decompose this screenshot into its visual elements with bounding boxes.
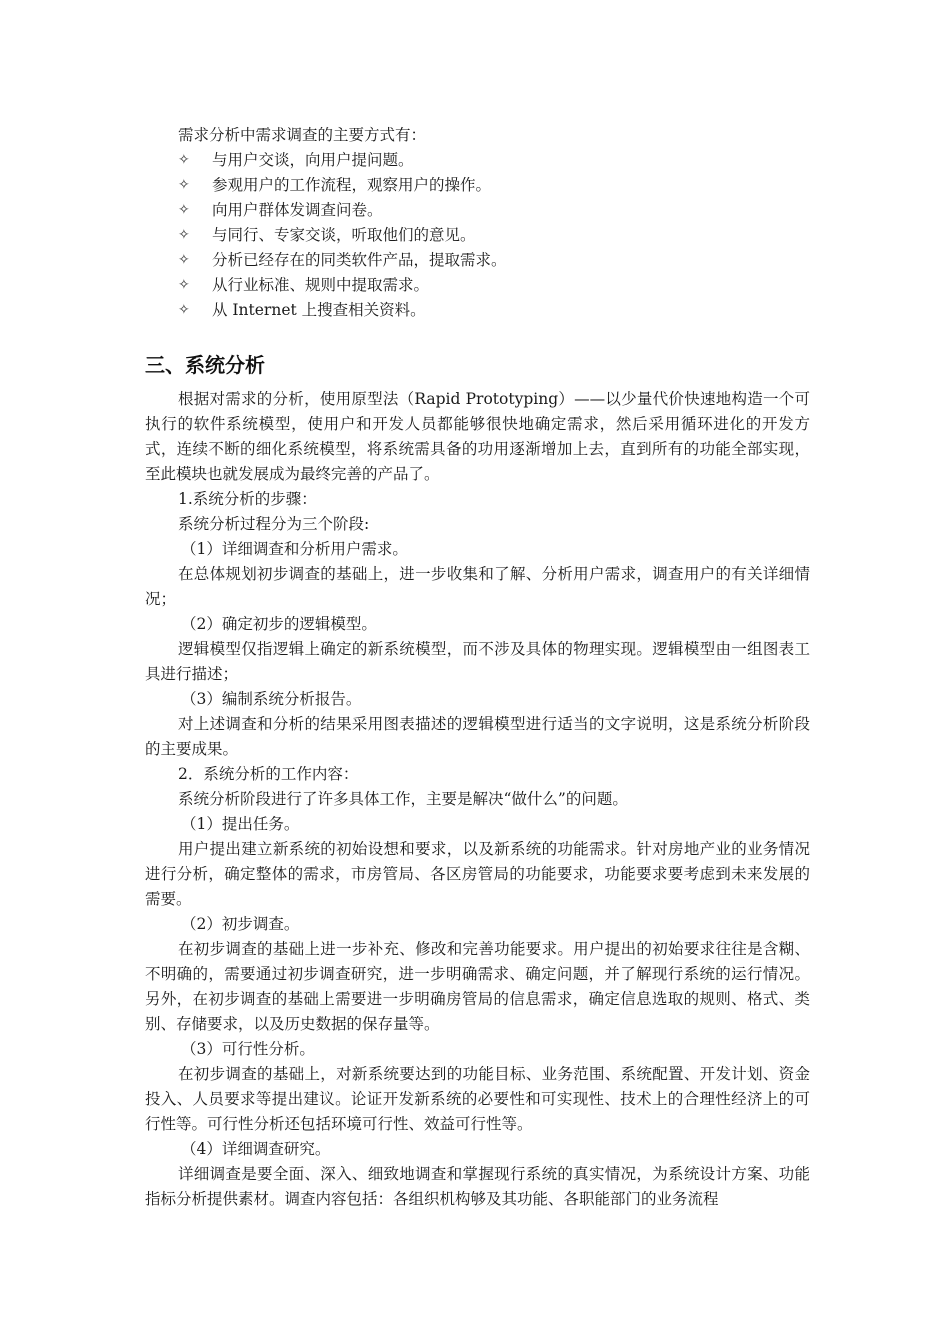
list-item-text: 从 Internet 上搜查相关资料。: [212, 301, 426, 319]
diamond-star-icon: ✧: [178, 252, 190, 268]
paragraph: 详细调查是要全面、深入、细致地调查和掌握现行系统的真实情况，为系统设计方案、功能指标分析提供素材。调查内容包括：各组织机构够及其功能、各职能部门的业务流程: [145, 1165, 810, 1208]
paragraph: 在初步调查的基础上，对新系统要达到的功能目标、业务范围、系统配置、开发计划、资金投入、人员要求等提出建议。论证开发新系统的必要性和可实现性、技术上的合理性经济上的可行性等。可行性分析还包括环境可行性、效益可行性等。: [145, 1065, 810, 1133]
diamond-star-icon: ✧: [178, 177, 190, 193]
diamond-star-icon: ✧: [178, 277, 190, 293]
list-item: [145, 148, 810, 173]
diamond-star-icon: ✧: [178, 227, 190, 243]
paragraph: 根据对需求的分析，使用原型法（Rapid Prototyping）——以少量代价快速地构造一个可执行的软件系统模型，使用户和开发人员都能够很快地确定需求，然后采用循环进化的开发方式，连续不断的细化系统模型，将系统需具备的功用逐渐增加上去，直到所有的功能全部实现，至此模块也就发展成为最终完善的产品了。: [145, 390, 810, 483]
paragraph: 在总体规划初步调查的基础上，进一步收集和了解、分析用户需求，调查用户的有关详细情况；: [145, 565, 810, 608]
list-item: [145, 173, 810, 198]
step-heading: 1.系统分析的步骤：: [178, 490, 317, 508]
paragraph: 在初步调查的基础上进一步补充、修改和完善功能要求。用户提出的初始要求往往是含糊、不明确的，需要通过初步调查研究，进一步明确需求、确定问题，并了解现行系统的运行情况。另外，在初步调查的基础上需要进一步明确房管局的信息需求，确定信息选取的规则、格式、类别、存储要求，以及历史数据的保存量等。: [145, 940, 810, 1033]
subsection-heading: （3）编制系统分析报告。: [181, 690, 362, 708]
list-item: [145, 223, 810, 248]
list-item: [145, 248, 810, 273]
subsection-heading: （1）详细调查和分析用户需求。: [181, 540, 408, 558]
subsection-heading: （1）提出任务。: [181, 815, 300, 833]
intro-text: 需求分析中需求调查的主要方式有：: [178, 126, 427, 144]
paragraph: 对上述调查和分析的结果采用图表描述的逻辑模型进行适当的文字说明，这是系统分析阶段的主要成果。: [145, 715, 810, 758]
paragraph: 用户提出建立新系统的初始设想和要求，以及新系统的功能需求。针对房地产业的业务情况进行分析，确定整体的需求，市房管局、各区房管局的功能要求，功能要求要考虑到未来发展的需要。: [145, 840, 810, 908]
list-item-text: 参观用户的工作流程，观察用户的操作。: [212, 176, 492, 194]
list-item-text: 与用户交谈，向用户提问题。: [212, 151, 414, 169]
subsection-heading: （2）初步调查。: [181, 915, 300, 933]
list-item: [145, 198, 810, 223]
diamond-star-icon: ✧: [178, 302, 190, 318]
diamond-star-icon: ✧: [178, 202, 190, 218]
subsection-heading: （3）可行性分析。: [181, 1040, 315, 1058]
list-item: [145, 273, 810, 298]
step-heading: 2．系统分析的工作内容：: [178, 765, 359, 783]
section-heading: 三、系统分析: [145, 353, 265, 377]
bullet-list: [145, 148, 810, 323]
paragraph: 逻辑模型仅指逻辑上确定的新系统模型，而不涉及具体的物理实现。逻辑模型由一组图表工具进行描述；: [145, 640, 810, 683]
subsection-heading: （4）详细调查研究。: [181, 1140, 331, 1158]
document-page: [145, 123, 810, 1212]
list-item-text: 分析已经存在的同类软件产品，提取需求。: [212, 251, 507, 269]
paragraph: 系统分析阶段进行了许多具体工作，主要是解决“做什么”的问题。: [178, 790, 628, 808]
list-item-text: 与同行、专家交谈，听取他们的意见。: [212, 226, 476, 244]
subsection-heading: （2）确定初步的逻辑模型。: [181, 615, 377, 633]
list-item-text: 向用户群体发调查问卷。: [212, 201, 383, 219]
list-item: [145, 298, 810, 323]
diamond-star-icon: ✧: [178, 152, 190, 168]
paragraph: 系统分析过程分为三个阶段:: [178, 515, 370, 533]
list-item-text: 从行业标准、规则中提取需求。: [212, 276, 430, 294]
